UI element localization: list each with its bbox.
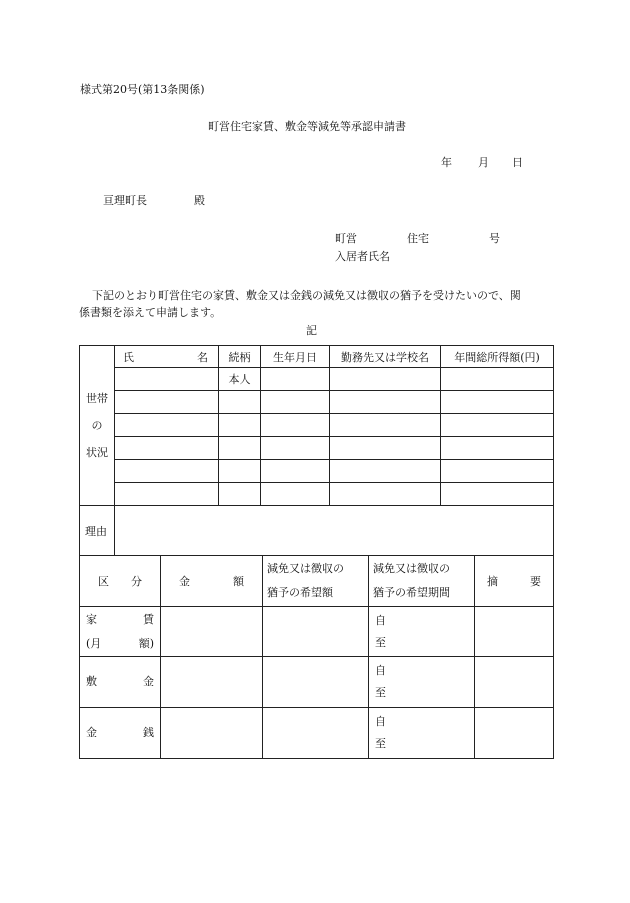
col-hope-period-1: 減免又は徴収の <box>373 562 450 575</box>
date-day-label: 日 <box>512 156 523 169</box>
member-relation-field[interactable] <box>219 437 261 460</box>
deposit-period-field[interactable] <box>369 657 475 708</box>
household-header-row <box>80 346 554 368</box>
row-label-money <box>80 708 161 759</box>
member-income-field[interactable] <box>441 391 554 414</box>
col-name-a: 氏 <box>123 350 134 364</box>
side-label-3: 状況 <box>86 446 108 459</box>
body-text-line-2: 係書類を添えて申請します。 <box>79 306 222 319</box>
row-label-rent <box>80 607 161 657</box>
member-relation-field[interactable] <box>219 460 261 483</box>
col-amount-b: 額 <box>233 575 244 588</box>
reduction-row-deposit <box>80 657 554 708</box>
member-birth-field[interactable] <box>261 414 330 437</box>
rent-period-to: 至 <box>375 635 386 649</box>
col-relation-header: 続柄 <box>219 346 261 368</box>
col-hope-period-header <box>369 556 475 607</box>
row-label-rent-d: 額) <box>138 636 154 650</box>
rent-hope-amount-field[interactable] <box>263 607 369 657</box>
row-label-deposit-a: 敷 <box>86 675 97 688</box>
member-name-field[interactable] <box>115 437 219 460</box>
member-relation-field[interactable] <box>219 391 261 414</box>
money-period-field[interactable] <box>369 708 475 759</box>
deposit-period-from: 自 <box>375 664 386 677</box>
col-category-b: 分 <box>131 575 142 588</box>
money-remarks-field[interactable] <box>475 708 554 759</box>
member-name-field[interactable] <box>115 391 219 414</box>
reason-row <box>80 506 554 556</box>
rent-period-field[interactable] <box>369 607 475 657</box>
member-income-field[interactable] <box>441 368 554 391</box>
member-income-field[interactable] <box>441 460 554 483</box>
member-work-field[interactable] <box>330 460 441 483</box>
date-month-label: 月 <box>478 156 489 169</box>
col-remarks-header <box>475 556 554 607</box>
member-work-field[interactable] <box>330 368 441 391</box>
col-name-b: 名 <box>197 350 208 364</box>
reduction-header-row <box>80 556 554 607</box>
money-period-to: 至 <box>375 737 386 750</box>
col-income-header: 年間総所得額(円) <box>441 346 554 368</box>
member-birth-field[interactable] <box>261 460 330 483</box>
col-hope-amount-1: 減免又は徴収の <box>267 562 344 575</box>
member-birth-field[interactable] <box>261 437 330 460</box>
deposit-remarks-field[interactable] <box>475 657 554 708</box>
side-label-2: の <box>91 419 103 432</box>
col-category-a: 区 <box>98 575 109 588</box>
deposit-hope-amount-field[interactable] <box>263 657 369 708</box>
addressee: 亘理町長 <box>103 194 147 207</box>
member-work-field[interactable] <box>330 414 441 437</box>
member-income-field[interactable] <box>441 483 554 506</box>
date-year-label: 年 <box>441 156 452 169</box>
document-title: 町営住宅家賃、敷金等減免等承認申請書 <box>208 120 406 133</box>
member-relation-field[interactable] <box>219 414 261 437</box>
reduction-row-rent <box>80 607 554 657</box>
household-row <box>80 368 554 391</box>
member-birth-field[interactable] <box>261 483 330 506</box>
row-label-rent-c: (月 <box>86 636 102 650</box>
row-label-money-b: 銭 <box>143 726 154 739</box>
rent-amount-field[interactable] <box>161 607 263 657</box>
money-amount-field[interactable] <box>161 708 263 759</box>
member-birth-field[interactable] <box>261 391 330 414</box>
member-relation: 本人 <box>219 368 261 391</box>
form-number: 様式第20号(第13条関係) <box>80 83 205 96</box>
col-hope-amount-header <box>263 556 369 607</box>
col-amount-a: 金 <box>179 575 190 588</box>
household-table <box>79 345 554 556</box>
note-heading: 記 <box>306 324 317 337</box>
applicant-housing-suffix: 号 <box>489 232 500 245</box>
deposit-amount-field[interactable] <box>161 657 263 708</box>
row-label-rent-b: 賃 <box>143 612 154 626</box>
applicant-housing-prefix: 町営 <box>335 232 357 245</box>
member-name-field[interactable] <box>115 460 219 483</box>
reduction-table <box>79 555 554 759</box>
money-period-from: 自 <box>375 715 386 728</box>
body-text-line-1: 下記のとおり町営住宅の家賃、敷金又は金銭の減免又は徴収の猶予を受けたいので、関 <box>92 289 521 302</box>
col-remarks-a: 摘 <box>487 575 498 588</box>
row-label-deposit <box>80 657 161 708</box>
side-label-1: 世帯 <box>86 392 108 405</box>
member-birth-field[interactable] <box>261 368 330 391</box>
member-name-field[interactable] <box>115 483 219 506</box>
member-income-field[interactable] <box>441 437 554 460</box>
reason-field[interactable] <box>115 506 554 556</box>
reason-label: 理由 <box>80 506 115 556</box>
household-row <box>80 483 554 506</box>
col-birth-header: 生年月日 <box>261 346 330 368</box>
member-work-field[interactable] <box>330 391 441 414</box>
col-amount-header <box>161 556 263 607</box>
member-relation-field[interactable] <box>219 483 261 506</box>
col-name-header <box>115 346 219 368</box>
household-side-label <box>80 346 115 506</box>
col-remarks-b: 要 <box>530 575 541 588</box>
household-row <box>80 391 554 414</box>
reduction-row-money <box>80 708 554 759</box>
row-label-money-a: 金 <box>86 726 97 739</box>
row-label-deposit-b: 金 <box>143 675 154 688</box>
member-income-field[interactable] <box>441 414 554 437</box>
col-hope-amount-2: 猶予の希望額 <box>267 586 333 599</box>
member-work-field[interactable] <box>330 483 441 506</box>
rent-period-from: 自 <box>375 613 386 627</box>
col-category-header <box>80 556 161 607</box>
rent-remarks-field[interactable] <box>475 607 554 657</box>
member-name-field[interactable] <box>115 368 219 391</box>
household-row <box>80 414 554 437</box>
row-label-rent-a: 家 <box>86 612 97 626</box>
col-hope-period-2: 猶予の希望期間 <box>373 586 450 599</box>
money-hope-amount-field[interactable] <box>263 708 369 759</box>
col-work-header: 勤務先又は学校名 <box>330 346 441 368</box>
applicant-housing-mid: 住宅 <box>407 232 429 245</box>
member-name-field[interactable] <box>115 414 219 437</box>
deposit-period-to: 至 <box>375 686 386 699</box>
addressee-honorific: 殿 <box>194 194 205 207</box>
household-row <box>80 437 554 460</box>
household-row <box>80 460 554 483</box>
member-work-field[interactable] <box>330 437 441 460</box>
applicant-name-label: 入居者氏名 <box>335 250 390 263</box>
